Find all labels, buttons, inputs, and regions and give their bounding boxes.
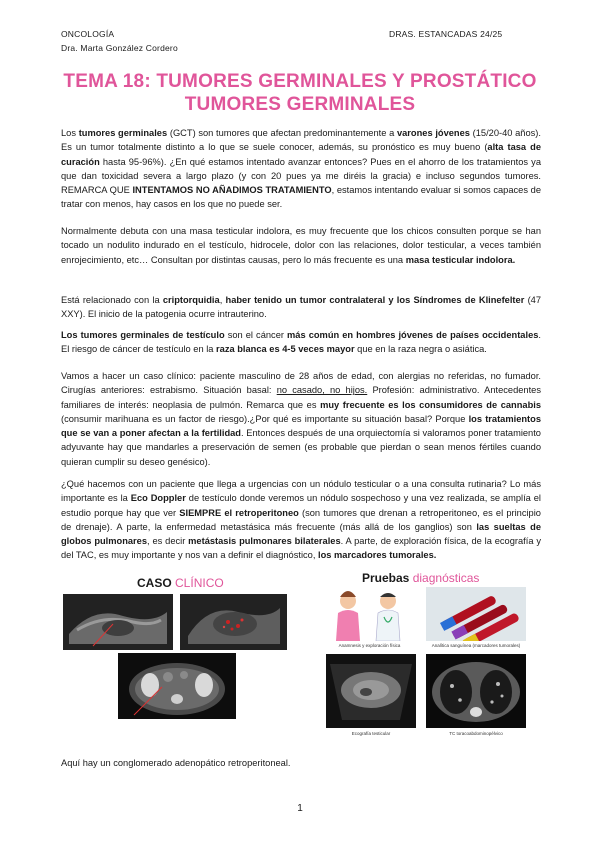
text-run: más común en hombres jóvenes de países occidentales [287,330,539,340]
header-right: DRAS. ESTANCADAS 24/25 [389,29,503,39]
ct-scan-abdomen [118,653,236,719]
text-run: . El riesgo de cáncer de testículo en la [61,330,541,355]
text-run: Los tumores germinales de testículo [61,330,225,340]
text-run: hasta 95-96%). ¿En qué estamos intentado avanzar entonces? Pues en el ahorro de los tratamientos ya que dan toxicidad severa a largo plazo (y con 20 pues ya me diréis la gracia) e incluso segundos tumores. REMARCA QUE [61,156,541,196]
header-author: Dra. Marta González Cordero [61,43,178,53]
paragraph-presentation [61,224,541,267]
blood-tubes-photo [426,587,526,641]
ct-scan-thorax [426,654,526,728]
text-run: , es decir [147,536,189,547]
caption-ultrasound: Ecografía testicular [351,731,391,736]
text-run: (GCT) son tumores que afectan predominantemente a [167,128,397,138]
text-run: los tratamientos que se van a poner afectan a la fertilidad [61,413,541,439]
paragraph-intro [61,126,541,212]
header-subject: ONCOLOGÍA [61,29,115,39]
figure-right-title [362,571,479,585]
text-run: Eco Doppler [130,493,186,504]
text-run: (15/20-40 años). Es un tumor totalmente distinto a lo que se suele conocer, además, su pronóstico es muy bueno ( [61,128,541,153]
page-title: TEMA 18: TUMORES GERMINALES Y PROSTÁTICO [63,71,537,92]
text-run: ¿Qué hacemos con un paciente que llega a urgencias con un nódulo testicular o a una consulta rutinaria? Lo más importante es la [61,479,541,504]
testicular-ultrasound-photo [326,654,416,728]
figure-right-title-a: Pruebas [362,571,413,585]
text-run: (son tumores que drenan a retroperitoneo, es el principio de drenaje). A parte, la enfermedad metastásica más frecuente (más allá de los ganglios) son [61,507,541,532]
caption-ct: TC toracoabdominopélvico [449,731,503,736]
figure-left-title-b: CLÍNICO [175,576,224,590]
text-run: muy frecuente es los consumidores de cannabis [320,399,542,410]
text-run: Vamos a hacer un caso clínico: paciente masculino de 28 años de edad, con alergias no referidas, no fumador. Cirugías anteriores: estrabismo. Situación basal: [61,371,541,396]
text-run: Normalmente debuta con una masa testicular indolora, es muy frecuente que los chicos consulten porque se han tocado un nodulito indurado en el testículo, hidrocele, dolor con las relaciones, dolor testicular, a veces también enrojecimiento, etc… Consultan por distintas causas, pero lo más frecuente es una [61,226,541,265]
text-run: INTENTAMOS NO AÑADIMOS TRATAMIENTO [132,185,332,196]
text-run: Está relacionado con la [61,295,163,305]
caption-anamnesis: Anamnesis y exploración física [338,643,401,648]
text-run: . Entonces después de una orquiectomía si valoramos poner tratamiento adyuvante hay que mandarles a preservación de semen (es probable que pierdan o sean menos fértiles cuando quieran cumplir su deseo genésico). [61,428,541,467]
text-run: de testículo donde veremos un nódulo sospechoso y una vez realizada, se amplía el estudio porque hay que ver [61,493,541,518]
paragraph-clinical-case [61,369,541,469]
text-run: , [219,295,226,305]
text-run: Los [61,128,79,138]
text-run: varones jóvenes [396,128,470,138]
text-run: los marcadores tumorales. [318,550,437,561]
page-number: 1 [297,803,303,814]
closing-text: Aquí hay un conglomerado adenopático retroperitoneal. [61,758,291,768]
text-run: raza blanca es 4-5 veces mayor [216,344,355,355]
text-run: son el cáncer [224,330,288,340]
text-run: . A parte, de exploración física, de la ecografía y del TAC, es muy importante y nos van a definir el diagnóstico, [61,536,542,561]
text-run: metástasis pulmonares bilaterales [188,536,341,547]
paragraph-epidemiology [61,328,541,357]
text-run: tumores germinales [78,128,168,138]
text-run: , estamos intentando evaluar si somos capaces de tratar con menos, hay casos en los que no puede ser. [61,185,541,210]
text-run: (47 XXY). El inicio de la patogenia ocurre intrauterino. [61,295,542,320]
paragraph-risk-factors [61,293,541,322]
caption-blood-tests: Analítica sanguínea (marcadores tumorales) [431,643,521,648]
text-run: haber tenido un tumor contralateral y los Síndromes de Klinefelter [225,295,525,305]
doppler-image-right [180,594,287,650]
text-run: Profesión: administrativo. Antecedentes familiares de interés: neoplasia de pulmón. Remarca que es [61,385,542,410]
text-run: masa testicular indolora. [405,254,516,265]
ultrasound-image-left [63,594,173,650]
figure-left-title-a: CASO [137,576,176,590]
text-run: (consumir marihuana es un factor de riesgo).¿Por qué es importante su situación basal? Porque [61,413,469,424]
figure-right-title-b: diagnósticas [412,571,480,585]
text-run: las sueltas de globos pulmonares [61,521,541,547]
text-run: SIEMPRE el retroperitoneo [179,507,299,518]
text-run: no casado, no hijos. [276,385,368,396]
paragraph-diagnosis [61,477,541,563]
page-subtitle: TUMORES GERMINALES [184,94,416,115]
text-run: que en la raza negra o asiática. [354,344,487,355]
figure-left-title [137,576,224,590]
text-run: criptorquidia [162,295,220,305]
anamnesis-illustration [326,587,413,641]
text-run: alta tasa de curación [61,142,541,167]
